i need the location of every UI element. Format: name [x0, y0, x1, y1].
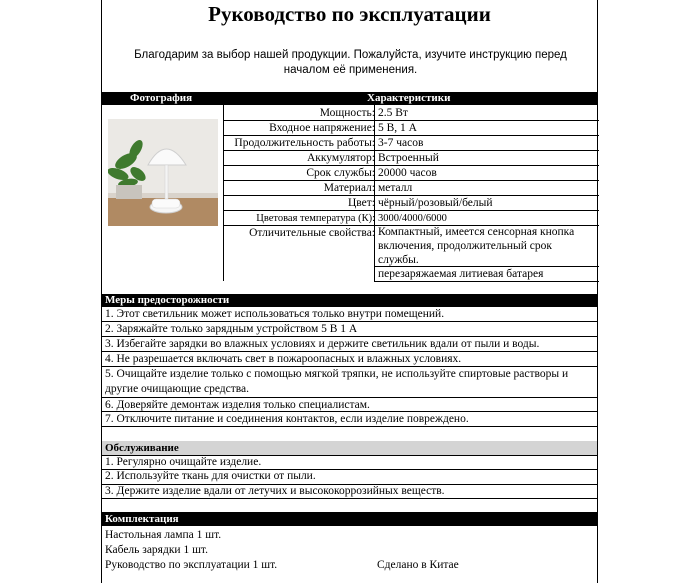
precaution-item: 6. Доверяйте демонтаж изделия только специалистам. — [105, 399, 370, 411]
spec-value-features-3: службы. — [378, 254, 419, 266]
precautions-title: Меры предосторожности — [102, 294, 597, 307]
spec-value-lifetime: 20000 часов — [378, 167, 437, 179]
maintenance-item: 2. Используйте ткань для очистки от пыли. — [105, 470, 316, 482]
spec-value-color-temp: 3000/4000/6000 — [378, 213, 447, 224]
spec-value-features-2: включения, продолжительный срок — [378, 240, 552, 252]
spec-value-battery: Встроенный — [378, 152, 439, 164]
spec-label-runtime: Продолжительность работы: — [234, 137, 375, 149]
spec-value-voltage: 5 В, 1 А — [378, 122, 417, 134]
maintenance-line — [102, 498, 597, 499]
page-title: Руководство по эксплуатации — [208, 2, 491, 26]
intro-text: Благодарим за выбор нашей продукции. Пожалуйста, изучите инструкцию перед началом её применения. — [134, 49, 567, 76]
precaution-line — [102, 426, 597, 427]
package-item: Настольная лампа 1 шт. — [105, 529, 222, 541]
spec-value-features-4: перезаряжаемая литиевая батарея — [378, 268, 544, 280]
spec-label-material: Материал: — [323, 182, 375, 194]
maintenance-title: Обслуживание — [105, 442, 179, 454]
spec-label-power: Мощность: — [319, 107, 375, 119]
spec-label-color-temp: Цветовая температура (К): — [256, 213, 375, 224]
spec-value-color: чёрный/розовый/белый — [378, 197, 493, 209]
precaution-item: 2. Заряжайте только зарядным устройством 5 В 1 А — [105, 323, 358, 335]
precaution-item-continued: другие очищающие средства. — [105, 383, 250, 395]
maintenance-item: 1. Регулярно очищайте изделие. — [105, 456, 262, 468]
spec-value-power: 2.5 Вт — [378, 107, 408, 119]
table-lamp-photo-icon — [108, 119, 218, 226]
precaution-item: 5. Очищайте изделие только с помощью мягкой тряпки, не используйте спиртовые растворы и — [105, 368, 569, 380]
specs-header: Характеристики — [367, 92, 451, 104]
precaution-item: 4. Не разрешается включать свет в пожароопасных и влажных условиях. — [105, 353, 462, 365]
photo-header: Фотография — [130, 92, 193, 104]
maintenance-item: 3. Держите изделие вдали от летучих и высококоррозийных веществ. — [105, 485, 445, 497]
spec-value-material: металл — [378, 182, 413, 194]
product-photo — [108, 119, 218, 226]
spec-label-voltage: Входное напряжение: — [269, 122, 375, 134]
precaution-item: 1. Этот светильник может использоваться только внутри помещений. — [105, 308, 445, 320]
spec-value-runtime: 3-7 часов — [378, 137, 424, 149]
spec-label-features: Отличительные свойства: — [249, 227, 375, 239]
package-title: Комплектация — [105, 513, 179, 525]
package-item: Руководство по эксплуатации 1 шт. — [105, 559, 278, 571]
spec-value-features-1: Компактный, имеется сенсорная кнопка — [378, 226, 575, 238]
spec-grid-left — [223, 105, 224, 281]
precaution-item: 7. Отключите питание и соединения контактов, если изделие повреждено. — [105, 413, 469, 425]
spec-label-battery: Аккумулятор: — [306, 152, 375, 164]
made-in-label: Сделано в Китае — [377, 559, 459, 571]
manual-sheet — [101, 0, 598, 583]
spec-label-color: Цвет: — [348, 197, 375, 209]
package-item: Кабель зарядки 1 шт. — [105, 544, 208, 556]
precaution-item: 3. Избегайте зарядки во влажных условиях и держите светильник вдали от пыли и воды. — [105, 338, 540, 350]
specs-header-bar — [102, 92, 597, 105]
spec-label-lifetime: Срок службы: — [306, 167, 375, 179]
